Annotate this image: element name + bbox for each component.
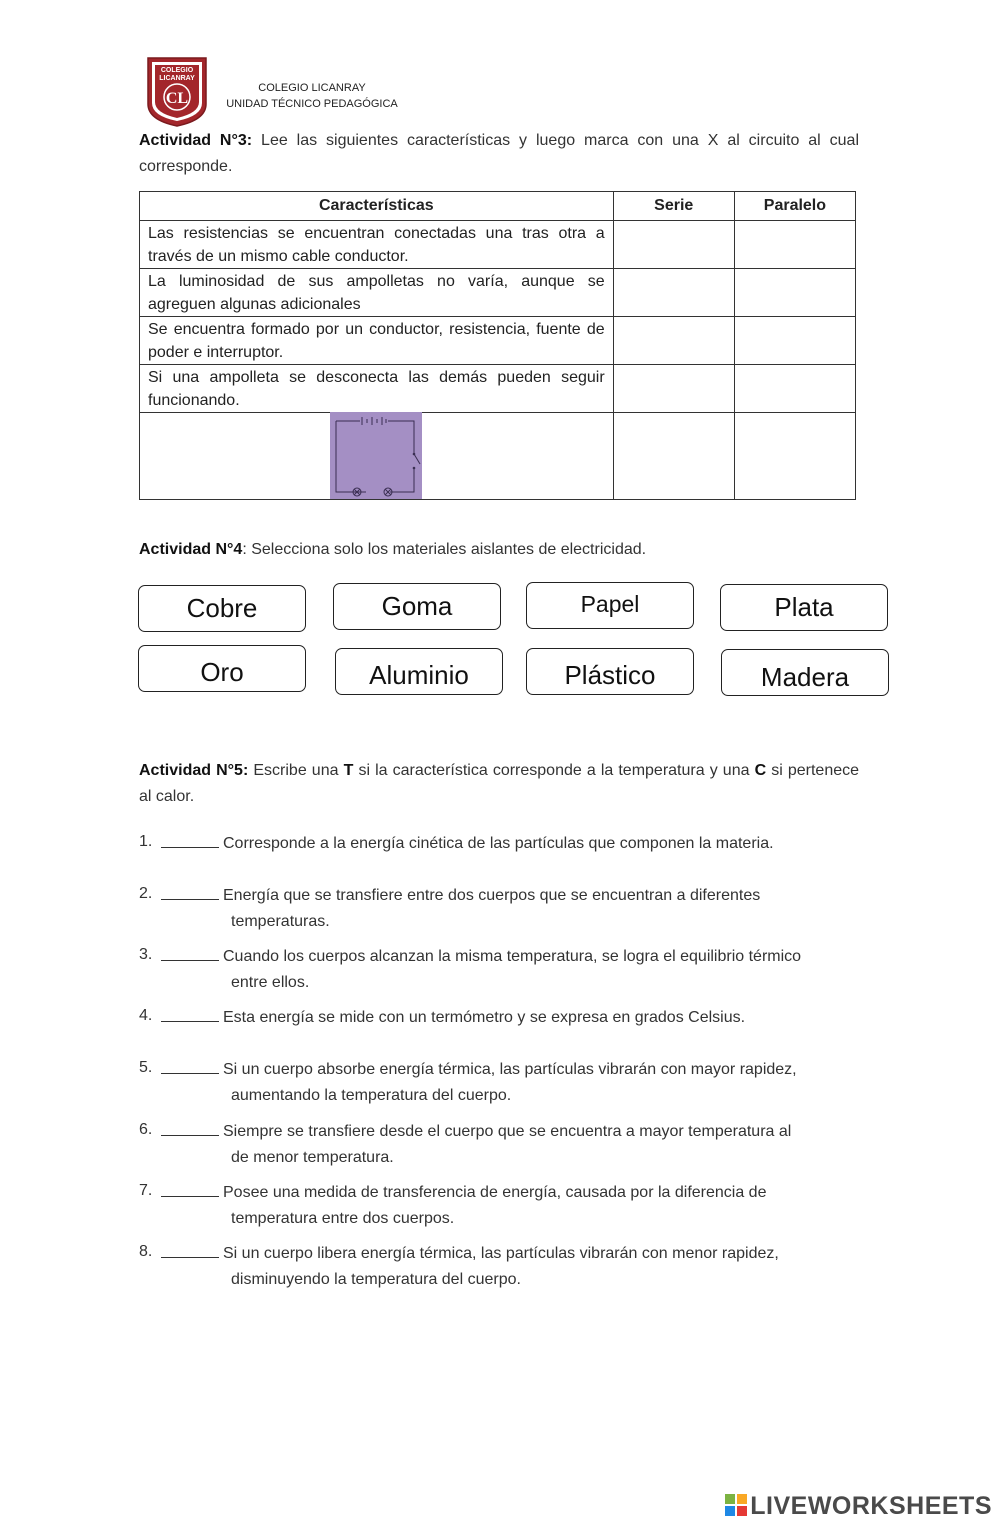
act5-letter-t: T [343, 762, 354, 779]
act3-table [139, 191, 856, 500]
act3-label: Actividad N°3: [139, 132, 253, 149]
paralelo-cell[interactable] [734, 269, 855, 317]
table-row [140, 317, 856, 365]
option-goma[interactable]: Goma [333, 583, 501, 630]
school-name: COLEGIO LICANRAY [258, 82, 366, 94]
act5-text-1: Escribe una [248, 762, 344, 779]
act5-text-3: si pertenece al calor. [139, 762, 860, 805]
serie-cell[interactable] [613, 221, 734, 269]
paralelo-cell[interactable] [734, 365, 855, 413]
answer-blank[interactable] [161, 942, 219, 961]
item-number: 5. [139, 1059, 153, 1076]
item-text: Cuando los cuerpos alcanzan la misma temperatura, se logra el equilibrio térmico [223, 948, 802, 965]
item-text: Esta energía se mide con un termómetro y se expresa en grados Celsius. [223, 1009, 746, 1026]
item-text: Si un cuerpo absorbe energía térmica, las partículas vibrarán con mayor rapidez, [223, 1061, 797, 1078]
table-row [140, 413, 856, 500]
serie-cell[interactable] [613, 413, 734, 500]
logo-monogram: CL [165, 90, 189, 107]
item-text: Corresponde a la energía cinética de las partículas que componen la materia. [223, 835, 774, 852]
answer-blank[interactable] [161, 1239, 219, 1258]
header-caracteristicas: Características [140, 192, 614, 221]
logo-text-top: COLEGIO [160, 67, 194, 74]
paralelo-cell[interactable] [734, 317, 855, 365]
item-text-continued: temperatura entre dos cuerpos. [231, 1210, 455, 1227]
option-plata[interactable]: Plata [720, 584, 888, 631]
table-row [140, 269, 856, 317]
answer-blank[interactable] [161, 881, 219, 900]
circuit-diagram [330, 412, 422, 499]
item-text-continued: disminuyendo la temperatura del cuerpo. [231, 1271, 521, 1288]
item-number: 6. [139, 1121, 153, 1138]
list-item [139, 881, 859, 935]
item-number: 8. [139, 1243, 153, 1260]
option-cobre[interactable]: Cobre [138, 585, 306, 632]
act3-text: Lee las siguientes características y luego marca con una X al circuito al cual corresponde. [139, 132, 860, 175]
table-row [140, 221, 856, 269]
option-plastico[interactable]: Plástico [526, 648, 694, 695]
school-unit: UNIDAD TÉCNICO PEDAGÓGICA [226, 98, 398, 110]
answer-blank[interactable] [161, 1003, 219, 1022]
list-item [139, 1178, 859, 1232]
option-aluminio[interactable]: Aluminio [335, 648, 503, 695]
header-paralelo: Paralelo [734, 192, 855, 221]
act5-label: Actividad N°5: [139, 762, 249, 779]
list-item [139, 1117, 859, 1171]
item-number: 2. [139, 885, 153, 902]
item-text-continued: temperaturas. [231, 913, 330, 930]
item-text: Energía que se transfiere entre dos cuerpos que se encuentran a diferentes [223, 887, 761, 904]
act4-instruction [139, 537, 859, 563]
paralelo-cell[interactable] [734, 221, 855, 269]
option-oro[interactable]: Oro [138, 645, 306, 692]
liveworksheets-icon [725, 1494, 747, 1516]
option-papel[interactable]: Papel [526, 582, 694, 629]
list-item [139, 829, 859, 857]
item-number: 4. [139, 1007, 153, 1024]
list-item [139, 942, 859, 996]
item-number: 1. [139, 833, 153, 850]
serie-cell[interactable] [613, 269, 734, 317]
item-number: 7. [139, 1182, 153, 1199]
logo-text-name: LICANRAY [159, 75, 195, 82]
item-text: Si un cuerpo libera energía térmica, las partículas vibrarán con menor rapidez, [223, 1245, 779, 1262]
row-description: La luminosidad de sus ampolletas no varía, aunque se agreguen algunas adicionales [140, 269, 614, 317]
school-header [222, 80, 402, 112]
row-description: Las resistencias se encuentran conectadas una tras otra a través de un mismo cable conductor. [140, 221, 614, 269]
item-text: Siempre se transfiere desde el cuerpo que se encuentra a mayor temperatura al [223, 1123, 792, 1140]
row-description: Si una ampolleta se desconecta las demás pueden seguir funcionando. [140, 365, 614, 413]
answer-blank[interactable] [161, 1117, 219, 1136]
row-description: Se encuentra formado por un conductor, resistencia, fuente de poder e interruptor. [140, 317, 614, 365]
item-text: Posee una medida de transferencia de energía, causada por la diferencia de [223, 1184, 767, 1201]
item-text-continued: aumentando la temperatura del cuerpo. [231, 1087, 512, 1104]
serie-cell[interactable] [613, 365, 734, 413]
answer-blank[interactable] [161, 1178, 219, 1197]
option-madera[interactable]: Madera [721, 649, 889, 696]
table-row [140, 365, 856, 413]
item-text-continued: de menor temperatura. [231, 1149, 394, 1166]
school-logo [146, 56, 208, 128]
act5-letter-c: C [754, 762, 767, 779]
liveworksheets-logo [725, 1492, 992, 1521]
table-header-row [140, 192, 856, 221]
circuit-cell [140, 413, 614, 500]
act4-text: : Selecciona solo los materiales aislantes de electricidad. [242, 541, 647, 558]
act3-instruction [139, 128, 859, 180]
item-number: 3. [139, 946, 153, 963]
serie-cell[interactable] [613, 317, 734, 365]
answer-blank[interactable] [161, 829, 219, 848]
list-item [139, 1239, 859, 1293]
list-item [139, 1055, 859, 1109]
item-text-continued: entre ellos. [231, 974, 310, 991]
act4-label: Actividad N°4 [139, 541, 243, 558]
act5-text-2: si la característica corresponde a la temperatura y una [353, 762, 755, 779]
list-item [139, 1003, 859, 1031]
paralelo-cell[interactable] [734, 413, 855, 500]
answer-blank[interactable] [161, 1055, 219, 1074]
act5-instruction [139, 758, 859, 810]
brand-text: LIVEWORKSHEETS [750, 1492, 992, 1520]
header-serie: Serie [613, 192, 734, 221]
